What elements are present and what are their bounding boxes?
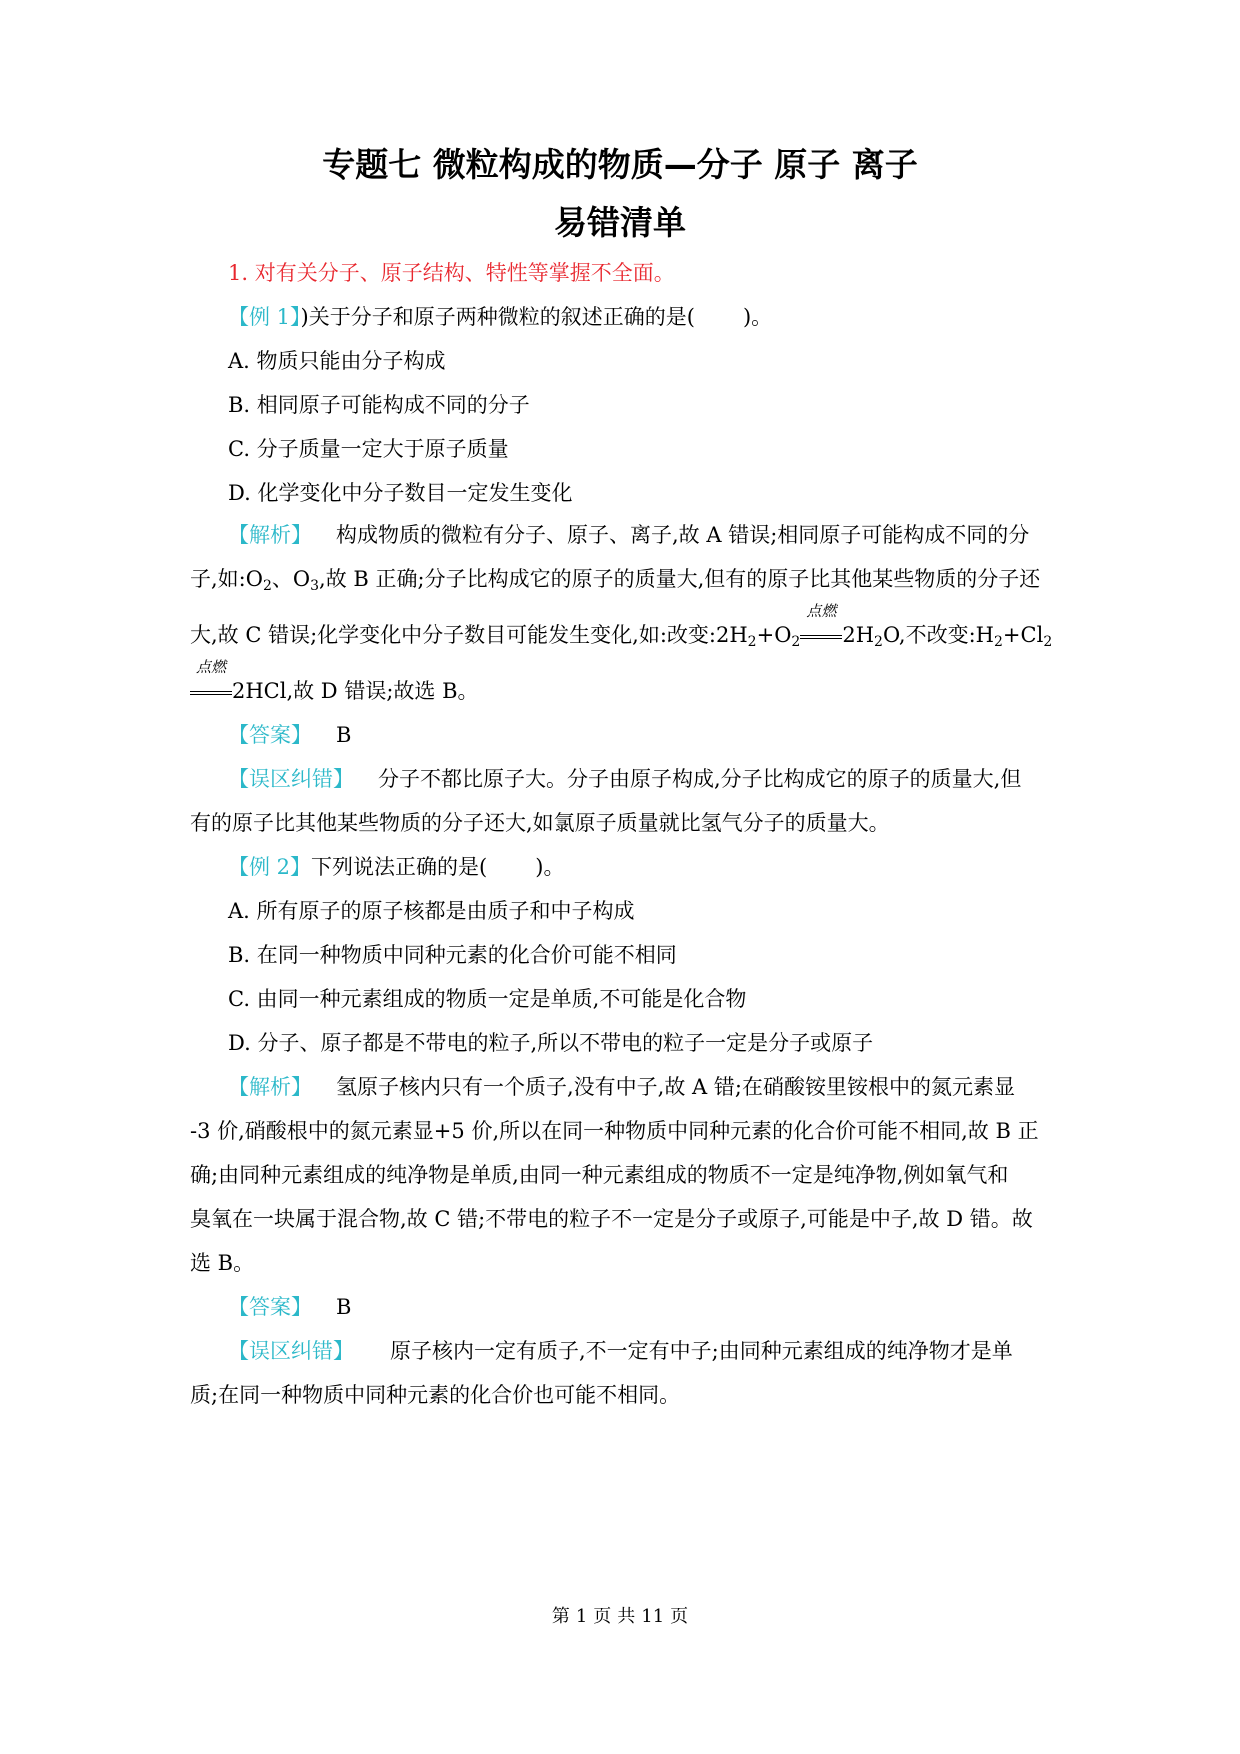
subscript: 2 <box>994 634 1003 650</box>
option-a: A. 所有原子的原子核都是由质子和中子构成 <box>228 899 635 923</box>
analysis-text: 氢原子核内只有一个质子,没有中子,故 A 错;在硝酸铵里铵根中的氮元素显 <box>336 1075 1015 1099</box>
page-number: 1 <box>575 1606 588 1627</box>
analysis-text: 大,故 C 错误;化学变化中分子数目可能发生变化,如:改变:2H <box>190 623 748 647</box>
analysis-line: 选 B。 <box>190 1251 255 1275</box>
reaction-condition <box>800 602 842 650</box>
option-d: D. 分子、原子都是不带电的粒子,所以不带电的粒子一定是分子或原子 <box>228 1031 874 1055</box>
stem-text: 下列说法正确的是( <box>311 855 488 879</box>
analysis-line: -3 价,硝酸根中的氮元素显+5 价,所以在同一种物质中同种元素的化合价可能不相同,故 B 正 <box>190 1119 1039 1143</box>
footer-text: 第 <box>551 1606 570 1627</box>
analysis-tag: 【解析】 <box>228 1075 312 1099</box>
correction-line: 有的原子比其他某些物质的分子还大,如氯原子质量就比氢气分子的质量大。 <box>190 811 890 835</box>
option-b: B. 相同原子可能构成不同的分子 <box>228 393 530 417</box>
correction-line <box>228 764 1060 794</box>
subscript: 2 <box>791 634 801 650</box>
answer-tag: 【答案】 <box>228 723 312 747</box>
analysis-line <box>190 564 1060 594</box>
analysis-line <box>228 1072 1060 1102</box>
analysis-text: 2HCl,故 D 错误;故选 B。 <box>232 679 479 703</box>
example-1-stem <box>228 302 1060 332</box>
option-c: C. 分子质量一定大于原子质量 <box>228 437 509 461</box>
page-total: 11 <box>641 1606 665 1627</box>
correction-line: 质;在同一种物质中同种元素的化合价也可能不相同。 <box>190 1383 681 1407</box>
equals-sign <box>190 691 232 695</box>
correction-text: 分子不都比原子大。分子由原子构成,分子比构成它的原子的质量大,但 <box>378 767 1022 791</box>
answer-value: B <box>336 723 352 747</box>
correction-tag: 【误区纠错】 <box>228 767 354 791</box>
subscript: 3 <box>310 578 320 594</box>
analysis-line <box>228 520 1060 550</box>
condition-label: 点燃 <box>195 658 226 676</box>
stem-text: )关于分子和原子两种微粒的叙述正确的是( <box>300 305 695 329</box>
condition-label: 点燃 <box>806 602 837 620</box>
analysis-text: 2H <box>842 623 875 647</box>
analysis-tag: 【解析】 <box>228 523 312 547</box>
subscript: 2 <box>1043 634 1053 650</box>
subscript: 2 <box>874 634 883 650</box>
subscript: 2 <box>262 578 272 594</box>
answer-line <box>228 1292 1060 1322</box>
analysis-text: +O <box>756 623 792 647</box>
analysis-text: +Cl <box>1002 623 1044 647</box>
footer-text: 共 <box>617 1606 636 1627</box>
analysis-text: 构成物质的微粒有分子、原子、离子,故 A 错误;相同原子可能构成不同的分 <box>336 523 1030 547</box>
correction-line <box>228 1336 1060 1366</box>
footer-text: 页 <box>670 1606 689 1627</box>
answer-tag: 【答案】 <box>228 1295 312 1319</box>
analysis-line <box>190 602 1060 650</box>
stem-text-end: )。 <box>535 855 565 879</box>
analysis-text: 、O <box>271 567 311 591</box>
option-a: A. 物质只能由分子构成 <box>228 349 446 373</box>
correction-tag: 【误区纠错】 <box>228 1339 354 1363</box>
analysis-text: 子,如:O <box>190 567 263 591</box>
analysis-text: O,不改变:H <box>882 623 994 647</box>
option-c: C. 由同一种元素组成的物质一定是单质,不可能是化合物 <box>228 987 747 1011</box>
stem-text-end: )。 <box>742 305 773 329</box>
reaction-condition <box>190 658 232 706</box>
equals-sign <box>800 635 842 639</box>
page-subtitle: 易错清单 <box>554 203 686 242</box>
option-d: D. 化学变化中分子数目一定发生变化 <box>228 481 573 505</box>
page-footer <box>0 1605 1240 1629</box>
analysis-line: 臭氧在一块属于混合物,故 C 错;不带电的粒子不一定是分子或原子,可能是中子,故 D 错。故 <box>190 1207 1033 1231</box>
section-heading: 1. 对有关分子、原子结构、特性等掌握不全面。 <box>228 261 675 285</box>
subscript: 2 <box>747 634 757 650</box>
example-2-stem <box>228 852 1060 882</box>
footer-text: 页 <box>593 1606 612 1627</box>
answer-value: B <box>336 1295 352 1319</box>
example-tag: 【例 2】 <box>228 855 312 879</box>
analysis-line: 确;由同种元素组成的纯净物是单质,由同一种元素组成的物质不一定是纯净物,例如氧气和 <box>190 1163 1009 1187</box>
page-title: 专题七 微粒构成的物质—分子 原子 离子 <box>322 145 918 184</box>
analysis-line <box>190 658 1060 706</box>
analysis-text: ,故 B 正确;分子比构成它的原子的质量大,但有的原子比其他某些物质的分子还 <box>319 567 1041 591</box>
answer-line <box>228 720 1060 750</box>
correction-text: 原子核内一定有质子,不一定有中子;由同种元素组成的纯净物才是单 <box>390 1339 1013 1363</box>
example-tag: 【例 1】 <box>228 305 301 329</box>
option-b: B. 在同一种物质中同种元素的化合价可能不相同 <box>228 943 677 967</box>
